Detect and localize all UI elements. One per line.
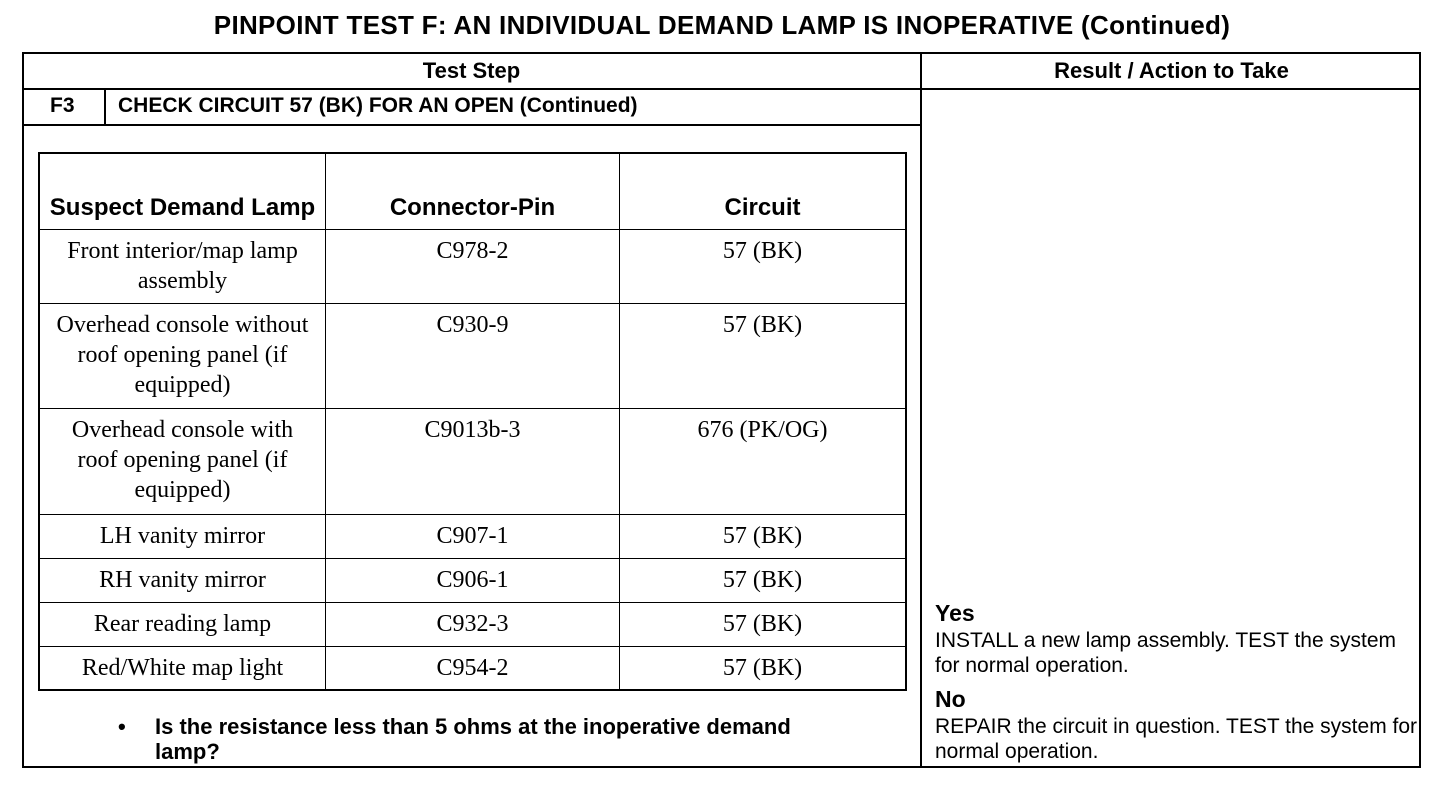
connector-pin-cell: C978-2 [326,229,620,303]
circuit-cell: 57 (BK) [620,514,907,558]
bullet: • [118,714,126,739]
connector-pin-cell: C9013b-3 [326,408,620,514]
table-row [39,303,906,408]
page-title: PINPOINT TEST F: AN INDIVIDUAL DEMAND LAMP IS INOPERATIVE (Continued) [213,10,1231,40]
table-row [39,602,906,646]
lamp-cell: Rear reading lamp [39,602,326,646]
circuit-cell: 57 (BK) [620,602,907,646]
circuit-cell: 57 (BK) [620,646,907,690]
lamp-cell: Overhead console without roof opening panel (if equipped) [39,303,326,408]
connector-pin-cell: C932-3 [326,602,620,646]
result-header: Result / Action to Take [1054,58,1289,83]
lamp-cell: LH vanity mirror [39,514,326,558]
step-title: CHECK CIRCUIT 57 (BK) FOR AN OPEN (Continued) [118,94,638,117]
connector-pin-cell: C930-9 [326,303,620,408]
circuit-cell: 57 (BK) [620,558,907,602]
table-row [39,514,906,558]
table-row [39,408,906,514]
lamp-cell: RH vanity mirror [39,558,326,602]
table-row [39,229,906,303]
lamp-cell: Red/White map light [39,646,326,690]
step-id-divider [104,88,106,125]
column-divider [920,52,922,768]
column-header-lamp: Suspect Demand Lamp [39,153,326,229]
circuit-cell: 676 (PK/OG) [620,408,907,514]
no-action-text: REPAIR the circuit in question. TEST the system for normal operation. [935,715,1418,763]
circuit-cell: 57 (BK) [620,229,907,303]
connector-pin-cell: C954-2 [326,646,620,690]
lamp-cell: Overhead console with roof opening panel (if equipped) [39,408,326,514]
step-title-divider [22,124,921,126]
no-label: No [935,686,966,712]
column-header-connector: Connector-Pin [326,153,620,229]
lamp-cell: Front interior/map lamp assembly [39,229,326,303]
question-text: Is the resistance less than 5 ohms at the inoperative demand lamp? [155,714,791,764]
circuit-cell: 57 (BK) [620,303,907,408]
suspect-lamp-table [38,152,907,691]
column-header-circuit: Circuit [620,153,907,229]
connector-pin-cell: C907-1 [326,514,620,558]
yes-label: Yes [935,600,975,626]
yes-action-text: INSTALL a new lamp assembly. TEST the system for normal operation. [935,629,1397,677]
step-id: F3 [50,94,75,117]
test-step-header: Test Step [422,58,521,83]
table-row [39,646,906,690]
table-row [39,558,906,602]
connector-pin-cell: C906-1 [326,558,620,602]
header-divider [22,88,1421,90]
